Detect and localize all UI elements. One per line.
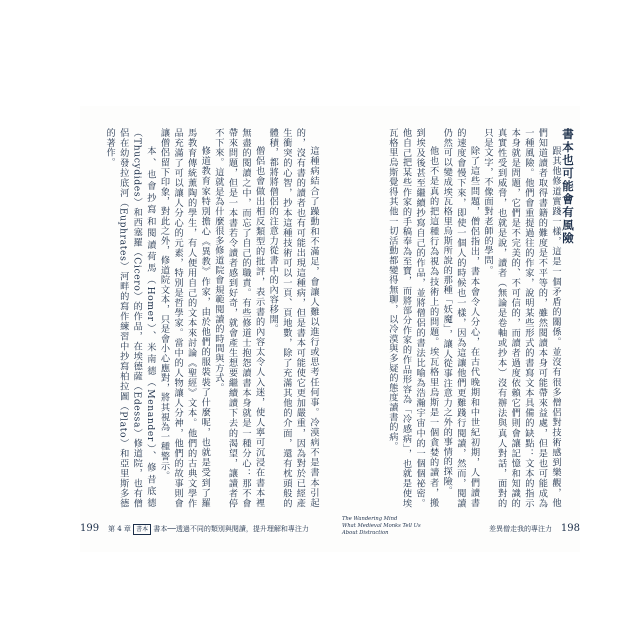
right-page-body: [362, 128, 562, 508]
paragraph: 跟其他修道實踐一樣，這是一個矛盾的關係。並沒有很多僧侶對技術感到樂觀，他們知道讀者取得書籍的難度是不平等的，雖然閱讀本身可能帶來益處，但是也可能成為一種風險。他們會重提過往的作家，說明某些形式的書寫文本具備的缺點：文本的指示本身就是問題，它們是不完美的、不可信的，而讀者過度依賴它們則會讓記憶和知識的真實性受到威脅，也就是說，讀者（無論是卷軸或抄本）沒有辦法與真人對話，面對的只是文字，不像面對老師的學問。: [482, 128, 561, 508]
page-number: 199: [80, 523, 100, 534]
running-title: 差異僧走我的專注力: [489, 525, 552, 533]
chapter-label: 第 4 章: [108, 525, 131, 533]
paragraph: 僧侶也會做出相反類型的批評，表示書的內容太令人入迷，使人寧可沉浸在書本裡無盡的閱讀之中，而忘了自己的職責。有些修道士抱怨讀書本身就是一種分心：那不會帶來問題，但是一本書若令讀者感到好奇，就會產生想要繼續讀下去的渴望，讓讀者停不下來。這就是為什麼很多修道院會規範閱讀的時間與方式。: [212, 128, 265, 508]
chapter-subtitle: 書本──透過不同的類別與閱讀，提升理解和專注力: [153, 525, 309, 533]
credit-line: The Wandering Mind: [342, 516, 398, 522]
paragraph: 修道教育家特別擔心《異教》作家，由於他們的服裝裝了什麼呢，也就是受到了羅馬教育傳統薰陶的學生，有人便用自己的文本來討論《聖經》文本。他們的古典文學作品充滿了可以讓人分心的元素，特別是哲學家。當中的人物讓人分神，他們的故事則會讓僧侶留下印象，對此之外，修道院文本，只是會小心應對，將其視為一種警示。: [158, 128, 211, 508]
chapter-badge: 書本: [133, 524, 151, 535]
credit-line: What Medieval Monks Tell Us: [342, 523, 421, 529]
left-page-footer: [80, 524, 309, 535]
paragraph: 本、也會抄寫和閱讀荷馬（Homer）、米南德（Menander）、修昔底德（Thucydides）和西塞羅（Cicero）的作品，在埃德薩（Edessa）修道院，也有僧侶在幼發拉底河（Euphrates）河畔的寫作練習中抄寫柏拉圖（Plato）和亞里斯多德的著作。: [104, 128, 156, 508]
page-number: 198: [560, 523, 580, 534]
right-page: [342, 106, 580, 552]
paragraph: 這種病結合了躁動和不滿足，會讓人難以進行或思考任何事。冷漠病不是書本引起的，沒有書的讀者也有可能出現這種病，但是書本可能使它更加嚴重，因為對於已經產生衝突的心智，抄本這種技術可以一頁、頁地數，除了充滿其他的介面，還有枕頭般的體積，都將將僧侶的注意力從書中的內容移開。: [267, 128, 319, 508]
left-page-body: [84, 128, 320, 508]
left-page: [80, 106, 330, 552]
book-credit: [342, 516, 452, 537]
section-title: 書本也可能會有風險: [561, 128, 575, 245]
paragraph: 他也不是真的把這種行為視為技術上的問題。埃瓦格里烏斯是一個貪婪的讀者，搬到埃及後甚至繼續抄寫自己的作品，並將僧侶的書法比喻為浩瀚宇宙中的一個個祕密。他自己把某些作家的手稿奉為至寶，而將部分作家的作品形容為「冷感病」，也就是使埃瓦格里烏斯覺得其他一切活動都變得無聊，以冷漠與多疑的態度讀書的病。: [386, 128, 439, 508]
credit-line: About Distraction: [342, 530, 389, 536]
right-page-footer: [489, 524, 580, 534]
paragraph: 除了這些問題，僧侶指出，書本會令人分心，在古代晚期和中世紀初期，人們讀書的速度會慢下來，即使一個人的時候也一樣，因為這讓他們更難踐行閱讀，然而，閱讀仍然可以變成埃瓦格里烏斯所說的那種「妖魔」，讓人從事注意力之外的事情的探險。: [441, 128, 480, 508]
book-spread: [80, 106, 580, 552]
